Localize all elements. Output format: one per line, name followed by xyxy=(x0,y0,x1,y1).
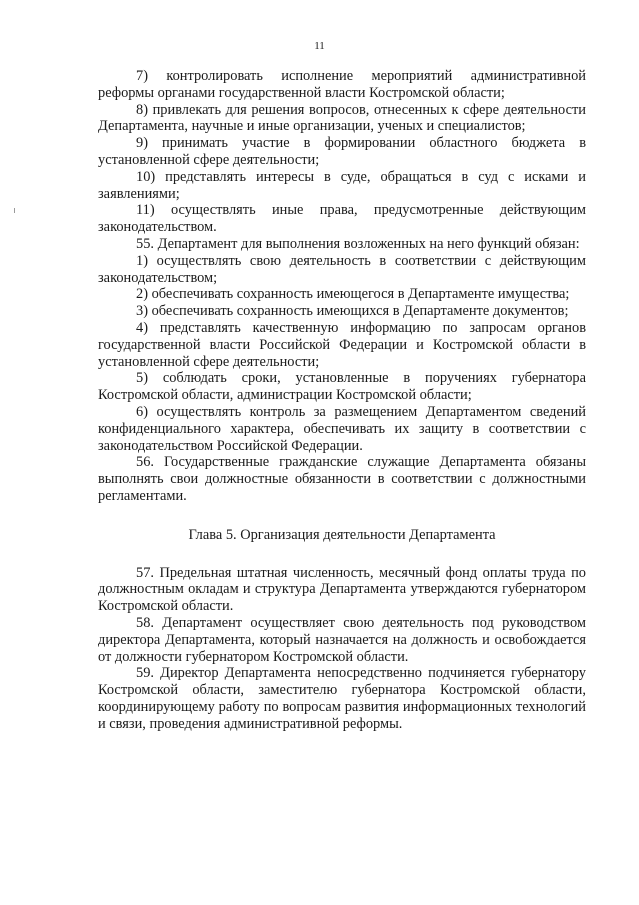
paragraph-clause-58: 58. Департамент осуществляет свою деятельность под руководством директора Департамента, который назначается на должность и освобождается от должности губернатором Костромской области. xyxy=(98,614,586,665)
paragraph-item-11: 11) осуществлять иные права, предусмотренные действующим законодательством. xyxy=(98,202,586,236)
paragraph-clause-56: 56. Государственные гражданские служащие Департамента обязаны выполнять свои должностные обязанности в соответствии с должностными регламентами. xyxy=(98,454,586,504)
paragraph-item-9: 9) принимать участие в формировании областного бюджета в установленной сфере деятельности; xyxy=(98,135,586,168)
document-body xyxy=(98,68,586,732)
page-number: 11 xyxy=(314,40,325,52)
paragraph-clause-55: 55. Департамент для выполнения возложенных на него функций обязан: xyxy=(136,235,580,252)
paragraph-item-10: 10) представлять интересы в суде, обращаться в суд с исками и заявлениями; xyxy=(98,168,586,202)
chapter-heading: Глава 5. Организация деятельности Департамента xyxy=(188,526,496,543)
paragraph-duty-3: 3) обеспечивать сохранность имеющихся в Департаменте документов; xyxy=(136,303,569,320)
paragraph-duty-6: 6) осуществлять контроль за размещением Департаментом сведений конфиденциального характера, обеспечивать их защиту в соответствии с законодательством Российской Федерации. xyxy=(98,403,586,454)
paragraph-item-7: 7) контролировать исполнение мероприятий административной реформы органами государственной власти Костромской области; xyxy=(98,68,586,101)
paragraph-duty-2: 2) обеспечивать сохранность имеющегося в Департаменте имущества; xyxy=(136,286,570,303)
paragraph-clause-59: 59. Директор Департамента непосредственно подчиняется губернатору Костромской области, заместителю губернатора Костромской области, координирующему работу по вопросам развития информационных технологий и связи, проведения административной реформы. xyxy=(98,665,586,732)
paragraph-clause-57: 57. Предельная штатная численность, месячный фонд оплаты труда по должностным окладам и структура Департамента утверждаются губернатором Костромской области. xyxy=(98,564,586,615)
paragraph-item-8: 8) привлекать для решения вопросов, отнесенных к сфере деятельности Департамента, научные и иные организации, ученых и специалистов; xyxy=(98,101,586,135)
paragraph-duty-4: 4) представлять качественную информацию по запросам органов государственной власти Российской Федерации и Костромской области в установленной сфере деятельности; xyxy=(98,319,586,370)
paragraph-duty-1: 1) осуществлять свою деятельность в соответствии с действующим законодательством; xyxy=(98,252,586,286)
scan-artifact-mark xyxy=(14,208,15,213)
paragraph-duty-5: 5) соблюдать сроки, установленные в поручениях губернатора Костромской области, администрации Костромской области; xyxy=(98,370,586,404)
